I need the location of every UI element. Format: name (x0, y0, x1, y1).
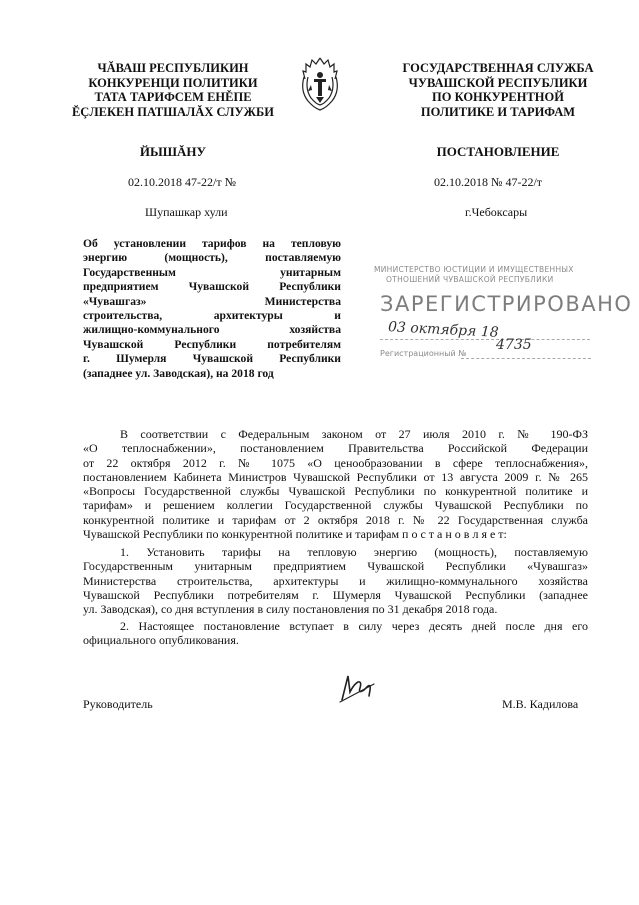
body-line: «О теплоснабжении», постановлением Правительства Российской Федерации (83, 441, 588, 456)
header-right-city: г.Чебоксары (465, 205, 528, 219)
header-right-org (382, 61, 614, 119)
stamp-date-underline (380, 339, 590, 340)
body-line: ул. Заводская), со дня вступления в силу постановления по 31 декабря 2018 года. (83, 602, 498, 617)
subject-line: «Чувашгаз» Министерства (83, 294, 341, 308)
body-line: конкурентной политике и тарифам от 2 октября 2018 г. № 22 Государственная служба (83, 512, 588, 527)
subject-line: Государственным унитарным (83, 265, 341, 279)
signature-position: Руководитель (83, 697, 153, 711)
header-left-city: Шупашкар хули (145, 205, 228, 219)
body-paragraph-1 (83, 427, 588, 541)
body-paragraph-2 (83, 545, 588, 616)
subject-line: энергию (мощность), поставляемую (83, 251, 341, 265)
body-line: Чувашской Республики потребителям г. Шумерля Чувашской Республики (западнее (83, 587, 588, 602)
header-left-doc-type: ЙЫШĂНУ (139, 144, 207, 159)
handwritten-signature-icon (338, 670, 378, 706)
stamp-reg-number: 4735 (496, 337, 532, 353)
header-right-line: ГОСУДАРСТВЕННАЯ СЛУЖБА (402, 61, 594, 75)
subject-line: (западнее ул. Заводская), на 2018 год (83, 366, 274, 380)
header-right-line: ПОЛИТИКЕ И ТАРИФАМ (420, 104, 576, 119)
stamp-reg-underline (461, 358, 591, 359)
header-left-org (58, 61, 288, 119)
document-subject (83, 237, 341, 381)
header-left-date-number: 02.10.2018 47-22/т № (128, 175, 237, 189)
body-line: от 22 октября 2012 г. № 1075 «О ценообразовании в сфере теплоснабжения», (83, 455, 588, 470)
body-paragraph-3 (83, 619, 588, 648)
body-line: 1. Установить тарифы на тепловую энергию (мощность), поставляемую (120, 545, 588, 559)
header-left-line: ЧĂВАШ РЕСПУБЛИКИН (97, 61, 249, 75)
stamp-line: ОТНОШЕНИЙ ЧУВАШСКОЙ РЕСПУБЛИКИ (386, 275, 554, 284)
body-line: постановлением Кабинета Министров Чувашской Республики от 13 августа 2009 г. № 265 (83, 469, 588, 484)
body-line: «Вопросы Государственной службы Чувашской Республики по конкурентной политике и (83, 484, 588, 499)
subject-line: г. Шумерля Чувашской Республики (83, 352, 341, 366)
stamp-title: ЗАРЕГИСТРИРОВАНО (380, 292, 633, 316)
signature-name: М.В. Кадилова (502, 697, 579, 711)
chuvash-republic-emblem-icon (294, 55, 346, 113)
header-right-line: ПО КОНКУРЕНТНОЙ (432, 90, 564, 104)
subject-line: жилищно-коммунального хозяйства (83, 323, 341, 337)
header-right-doc-type: ПОСТАНОВЛЕНИЕ (436, 144, 560, 159)
stamp-line: МИНИСТЕРСТВО ЮСТИЦИИ И ИМУЩЕСТВЕННЫХ (374, 265, 574, 274)
body-line: Чувашской Республики по конкурентной политике и тарифам п о с т а н о в л я е т: (83, 527, 507, 542)
header-right-line: ЧУВАШСКОЙ РЕСПУБЛИКИ (408, 75, 588, 90)
stamp-reg-label: Регистрационный № (380, 349, 467, 358)
subject-line: Чувашской Республики потребителям (83, 337, 341, 351)
subject-line: предприятием Чувашской Республики (83, 280, 341, 294)
stamp-date: 03 октября 18 (387, 319, 499, 341)
body-line: Государственным унитарным предприятием Чувашской Республики «Чувашгаз» (83, 559, 588, 574)
body-line: тарифам» и решением коллегии Государственной службы Чувашской Республики по (83, 498, 588, 513)
body-line: Министерства строительства, архитектуры и жилищно-коммунального хозяйства (83, 573, 588, 588)
header-left-line: КОНКУРЕНЦИ ПОЛИТИКИ (88, 75, 258, 90)
subject-line: строительства, архитектуры и (83, 309, 341, 323)
header-left-line: ТАТА ТАРИФСЕМ ЕНĚПЕ (94, 90, 252, 104)
registration-stamp (366, 265, 633, 377)
body-line: В соответствии с Федеральным законом от 27 июля 2010 г. № 190-ФЗ (120, 427, 588, 441)
header-left-line: ĔÇЛЕКЕН ПАТШАЛĂХ СЛУЖБИ (71, 104, 275, 119)
subject-line: Об установлении тарифов на тепловую (83, 237, 341, 250)
body-line: официального опубликования. (83, 633, 239, 648)
body-line: 2. Настоящее постановление вступает в силу через десять дней после дня его (120, 619, 588, 633)
header-right-date-number: 02.10.2018 № 47-22/т (434, 175, 543, 189)
